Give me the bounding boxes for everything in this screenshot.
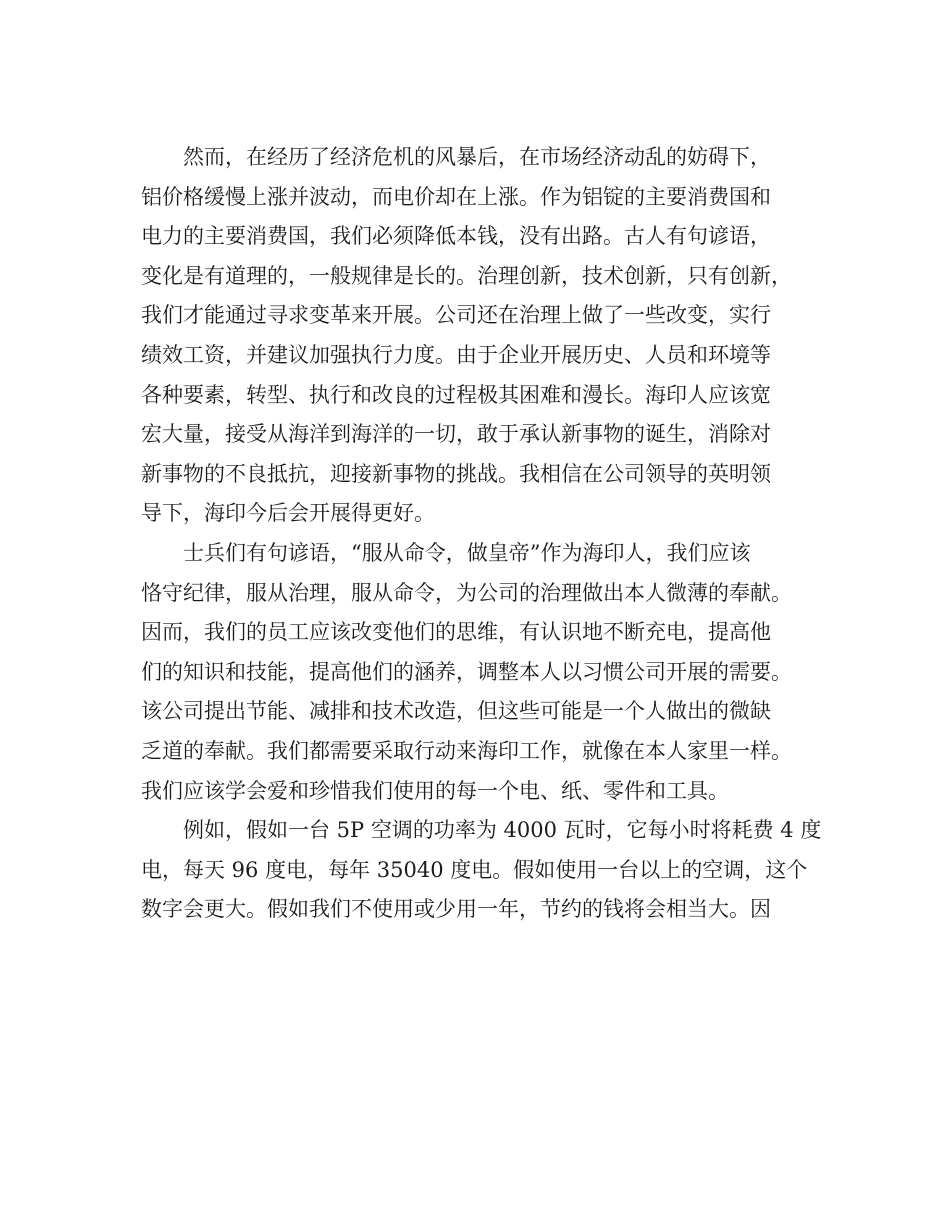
paragraph-2-line-5: 该公司提出节能、减排和技术改造，但这些可能是一个人做出的微缺 xyxy=(141,699,771,724)
document-body xyxy=(141,138,821,930)
paragraph-2-line-7: 我们应该学会爱和珍惜我们使用的每一个电、纸、零件和工具。 xyxy=(141,778,729,803)
paragraph-1-line-1: 然而，在经历了经济危机的风暴后，在市场经济动乱的妨碍下， xyxy=(183,145,771,169)
paragraph-3-line-3: 数字会更大。假如我们不使用或少用一年，节约的钱将会相当大。因 xyxy=(141,897,771,922)
paragraph-2-line-1: 士兵们有句谚语，“服从命令，做皇帝”作为海印人，我们应该 xyxy=(183,540,751,565)
paragraph-1-line-9: 新事物的不良抵抗，迎接新事物的挑战。我相信在公司领导的英明领 xyxy=(141,461,771,486)
paragraph-1-line-10: 导下，海印今后会开展得更好。 xyxy=(141,501,435,526)
paragraph-1-line-7: 各种要素，转型、执行和改良的过程极其困难和漫长。海印人应该宽 xyxy=(141,382,771,407)
paragraph-1-line-2: 铝价格缓慢上涨并波动，而电价却在上涨。作为铝锭的主要消费国和 xyxy=(141,184,771,209)
paragraph-1-line-6: 绩效工资，并建议加强执行力度。由于企业开展历史、人员和环境等 xyxy=(141,342,771,367)
paragraph-2-line-4: 们的知识和技能，提高他们的涵养，调整本人以习惯公司开展的需要。 xyxy=(141,659,792,684)
paragraph-1-line-5: 我们才能通过寻求变革来开展。公司还在治理上做了一些改变，实行 xyxy=(141,303,771,328)
paragraph-2-line-3: 因而，我们的员工应该改变他们的思维，有认识地不断充电，提高他 xyxy=(141,620,771,645)
paragraph-3-line-1: 例如，假如一台 5P 空调的功率为 4000 瓦时，它每小时将耗费 4 度 xyxy=(183,818,822,843)
paragraph-1-line-4: 变化是有道理的，一般规律是长的。治理创新，技术创新，只有创新， xyxy=(141,263,792,288)
paragraph-2-line-2: 恪守纪律，服从治理，服从命令，为公司的治理做出本人微薄的奉献。 xyxy=(141,580,792,605)
paragraph-1-line-3: 电力的主要消费国，我们必须降低本钱，没有出路。古人有句谚语， xyxy=(141,224,771,249)
paragraph-3-line-2: 电，每天 96 度电，每年 35040 度电。假如使用一台以上的空调，这个 xyxy=(141,857,808,882)
paragraph-2-line-6: 乏道的奉献。我们都需要采取行动来海印工作，就像在本人家里一样。 xyxy=(141,738,792,763)
paragraph-1-line-8: 宏大量，接受从海洋到海洋的一切，敢于承认新事物的诞生，消除对 xyxy=(141,422,771,447)
